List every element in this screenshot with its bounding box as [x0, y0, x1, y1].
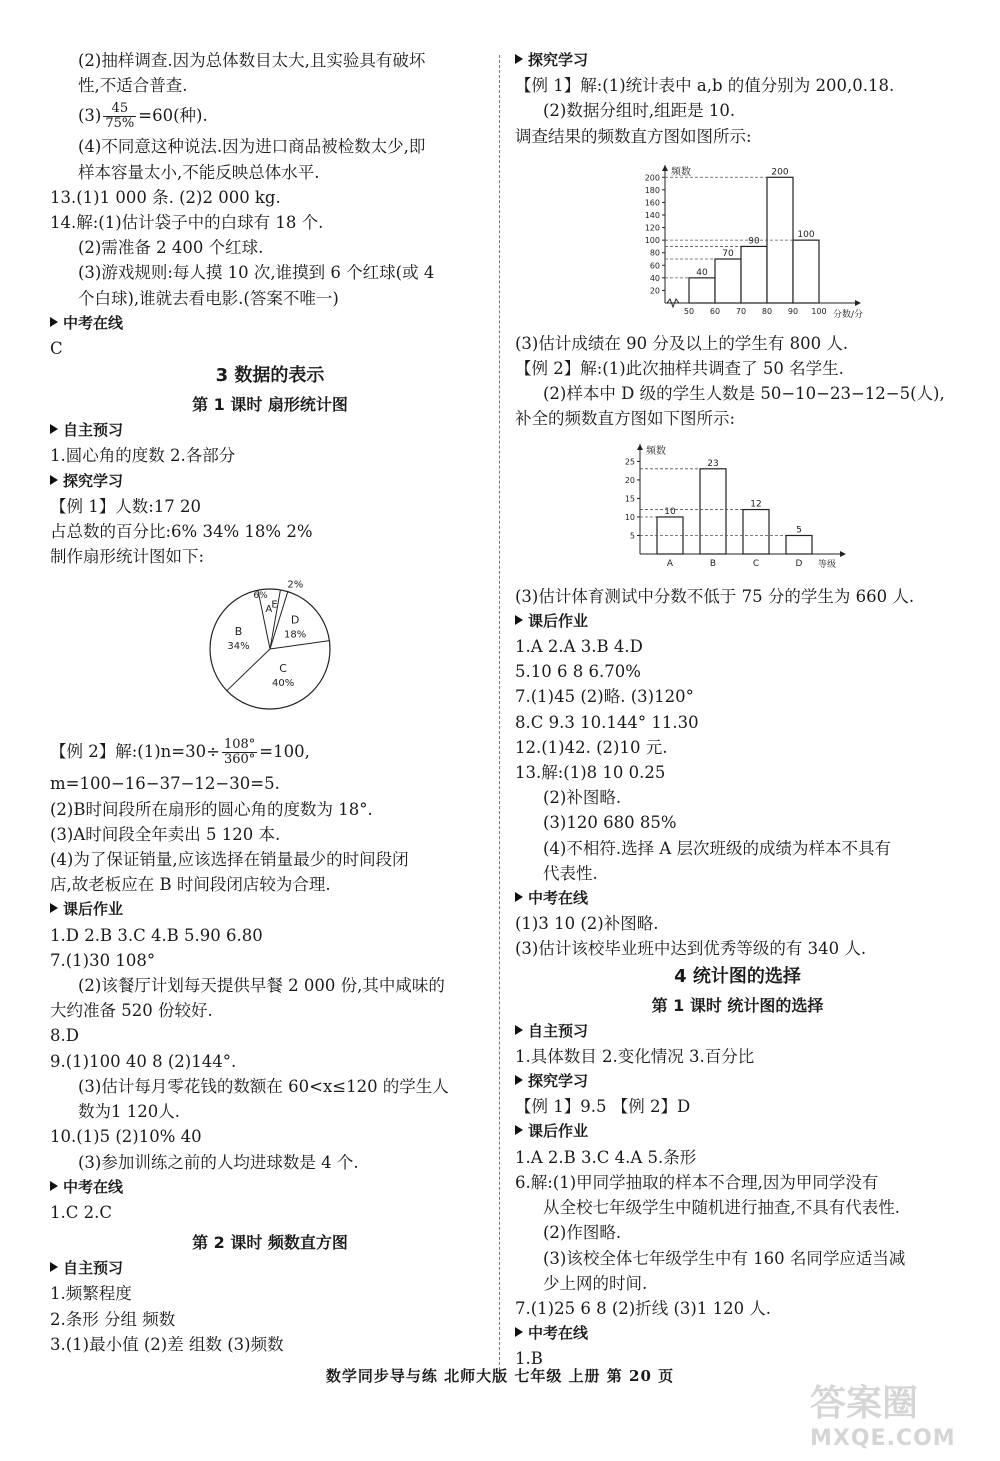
text-line: 13.(1)1 000 条. (2)2 000 kg. — [50, 187, 281, 207]
text-line: 7.(1)25 6 8 (2)折线 (3)1 120 人. — [515, 1298, 772, 1318]
y-tick-label: 180 — [644, 185, 660, 195]
text-line: 14.解:(1)估计袋子中的白球有 18 个. — [50, 213, 324, 233]
section-heading — [515, 1019, 960, 1044]
text-line: 1.B — [515, 1349, 543, 1369]
section-heading — [515, 609, 960, 634]
bar-value-label: 23 — [707, 458, 719, 469]
section-heading-label: 中考在线 — [528, 889, 589, 908]
y-tick-label: 160 — [644, 198, 660, 208]
text-line: 8.D — [50, 1026, 79, 1046]
page-footer: 数学同步导与练 北师大版 七年级 上册 第 20 页 — [325, 1367, 675, 1385]
chapter-title: 4 统计图的选择 — [674, 965, 801, 987]
pie-slice-boundary — [227, 649, 270, 691]
text-line: 1.A 2.A 3.B 4.D — [515, 637, 643, 657]
y-tick-label: 25 — [624, 457, 635, 467]
y-tick-label: 40 — [649, 273, 660, 283]
text-line: (2)抽样调查.因为总体数目太大,且实验具有破坏 — [78, 51, 426, 70]
triangle-bullet-icon — [50, 1262, 58, 1272]
text-line: 少上网的时间. — [543, 1273, 648, 1293]
section-heading-label: 自主预习 — [63, 1259, 124, 1278]
triangle-bullet-icon — [50, 317, 58, 327]
text-line: (3)估计该校毕业班中达到优秀等级的有 340 人. — [515, 939, 867, 959]
bar-value-label: 40 — [696, 267, 708, 278]
pie-slice-label: C — [279, 662, 287, 676]
x-axis-arrow — [840, 551, 846, 557]
fraction-denominator: 360° — [223, 752, 256, 768]
pie-percent-label: 2% — [287, 580, 304, 592]
triangle-bullet-icon — [515, 54, 523, 64]
text-line — [50, 98, 490, 134]
text-line: 样本容量太小,不能反映总体水平. — [78, 162, 320, 182]
text-line: (3)估计体育测试中分数不低于 75 分的学生为 660 人. — [515, 586, 915, 606]
pie-percent-label: 18% — [284, 630, 307, 642]
text-line: 调查结果的频数直方图如图所示: — [515, 126, 752, 146]
section-heading-label: 中考在线 — [63, 1177, 124, 1196]
pie-slice-label: E — [271, 600, 278, 612]
fraction-denominator: 75% — [105, 116, 135, 132]
column-divider — [499, 55, 500, 1375]
pie-chart-figure — [50, 573, 490, 729]
triangle-bullet-icon — [50, 475, 58, 485]
histogram-bar — [793, 240, 819, 303]
bar-value-label: 12 — [750, 499, 762, 510]
text-line: 1.C 2.C — [50, 1202, 112, 1222]
y-axis-label: 频数 — [646, 445, 666, 457]
pie-slice-boundary — [270, 641, 329, 649]
x-tick-label: A — [666, 558, 674, 569]
text-line: (3)参加训练之前的人均进球数是 4 个. — [78, 1152, 359, 1172]
text-line: 【例 1】人数:17 20 — [50, 496, 202, 516]
text-line: (2)样本中 D 级的学生人数是 50−10−23−12−5(人), — [543, 384, 945, 404]
chapter-title: 3 数据的表示 — [215, 365, 325, 387]
x-tick-label: 100 — [811, 306, 827, 316]
text-line: (4)不相符.选择 A 层次班级的成绩为样本不具有 — [543, 838, 892, 858]
section-heading-label: 探究学习 — [528, 1072, 589, 1091]
text-line: (3)A时间段全年卖出 5 120 本. — [50, 824, 281, 844]
section-heading-label: 中考在线 — [528, 1324, 589, 1343]
section-heading-label: 自主预习 — [63, 421, 124, 440]
text-span: (3) — [78, 106, 102, 126]
x-tick-label: C — [752, 558, 760, 569]
text-line: 制作扇形统计图如下: — [50, 547, 205, 567]
text-line: (3)120 680 85% — [543, 813, 677, 833]
watermark-logo — [810, 1375, 960, 1451]
text-line: 2.条形 分组 频数 — [50, 1309, 176, 1329]
y-axis-arrow — [637, 444, 643, 450]
text-line: 从全校七年级学生中随机进行抽查,不具有代表性. — [543, 1198, 900, 1218]
bar-value-label: 10 — [664, 506, 676, 517]
text-line — [50, 733, 490, 771]
y-tick-label: 60 — [649, 261, 660, 271]
x-axis-arrow — [855, 300, 861, 306]
section-heading-label: 中考在线 — [63, 313, 124, 332]
section-heading-label: 课后作业 — [528, 611, 589, 630]
text-span: 【例 2】解:(1)n=30÷ — [50, 742, 220, 762]
lesson-title: 第 1 课时 统计图的选择 — [651, 995, 824, 1015]
text-line: 【例 1】解:(1)统计表中 a,b 的值分别为 200,0.18. — [515, 76, 895, 96]
y-tick-label: 5 — [629, 531, 635, 541]
section-heading-label: 课后作业 — [528, 1122, 589, 1141]
y-tick-label: 20 — [649, 286, 660, 296]
triangle-bullet-icon — [515, 1327, 523, 1337]
watermark-line1: 答案圈 — [810, 1383, 919, 1424]
histogram-bar — [786, 535, 812, 554]
triangle-bullet-icon — [515, 892, 523, 902]
pie-percent-label: 40% — [272, 678, 295, 690]
histogram-1-figure — [515, 153, 960, 327]
section-heading — [50, 897, 490, 922]
text-line: C — [50, 339, 63, 359]
y-tick-label: 10 — [624, 512, 635, 522]
text-line: 大约准备 520 份较好. — [50, 1001, 213, 1021]
y-tick-label: 120 — [644, 223, 660, 233]
text-line: (4)为了保证销量,应该选择在销量最少的时间段闭 — [50, 850, 409, 870]
lesson-title: 第 1 课时 扇形统计图 — [192, 395, 348, 415]
text-line: (3)估计成绩在 90 分及以上的学生有 800 人. — [515, 333, 849, 353]
x-tick-label: 50 — [683, 306, 695, 316]
text-line: 【例 2】解:(1)此次抽样共调查了 50 名学生. — [515, 359, 844, 379]
watermark-line2: MXQE.COM — [810, 1426, 956, 1451]
y-axis-label: 频数 — [671, 166, 691, 178]
section-heading — [515, 886, 960, 911]
text-line: 1.具体数目 2.变化情况 3.百分比 — [515, 1046, 755, 1066]
x-tick-label: 60 — [709, 306, 721, 316]
triangle-bullet-icon — [50, 424, 58, 434]
x-tick-label: 80 — [761, 306, 773, 316]
text-line: (2)该餐厅计划每天提供早餐 2 000 份,其中咸味的 — [78, 976, 445, 996]
text-line: 7.(1)45 (2)略. (3)120° — [515, 687, 694, 707]
y-axis-arrow — [662, 165, 668, 171]
section-heading-label: 课后作业 — [63, 900, 124, 919]
fraction-numerator: 108° — [223, 737, 256, 753]
text-line: (3)该校全体七年级学生中有 160 名同学应适当减 — [543, 1248, 906, 1268]
triangle-bullet-icon — [50, 1181, 58, 1191]
section-heading — [515, 1321, 960, 1346]
bar-value-label: 100 — [797, 229, 815, 240]
fraction — [222, 738, 257, 767]
histogram-bar — [700, 468, 726, 553]
text-line: 7.(1)30 108° — [50, 950, 156, 970]
histogram-bar — [741, 246, 767, 303]
text-line: 店,故老板应在 B 时间段闭店较为合理. — [50, 875, 331, 895]
section-heading-label: 探究学习 — [528, 51, 589, 69]
section-heading — [50, 311, 490, 336]
text-line: (2)需准备 2 400 个红球. — [78, 238, 264, 258]
x-tick-label: 70 — [735, 306, 747, 316]
fraction-numerator: 45 — [103, 102, 136, 117]
text-span: =60(种). — [138, 106, 208, 126]
text-line: 占总数的百分比:6% 34% 18% 2% — [50, 522, 313, 542]
text-line: 数为1 120人. — [78, 1102, 180, 1122]
histogram-2-figure — [515, 436, 960, 580]
text-line: (2)作图略. — [543, 1223, 622, 1243]
text-line: (2)补图略. — [543, 788, 622, 808]
text-line: (2)数据分组时,组距是 10. — [543, 101, 736, 121]
x-axis-label: 分数/分 — [833, 309, 864, 320]
text-line: 代表性. — [543, 863, 598, 883]
pie-chart — [50, 573, 490, 725]
lesson-title: 第 2 课时 频数直方图 — [192, 1233, 348, 1253]
text-line: 6.解:(1)甲同学抽取的样本不合理,因为甲同学没有 — [515, 1172, 879, 1192]
bar-value-label: 5 — [796, 525, 802, 536]
text-line: 1.频繁程度 — [50, 1284, 132, 1304]
x-tick-label: 90 — [787, 306, 799, 316]
text-line: 12.(1)42. (2)10 元. — [515, 737, 668, 757]
section-heading-label: 自主预习 — [528, 1021, 589, 1040]
histogram-bar — [743, 509, 769, 553]
y-tick-label: 100 — [644, 235, 660, 245]
text-line: (2)B时间段所在扇形的圆心角的度数为 18°. — [50, 799, 373, 819]
text-line: (4)不同意这种说法.因为进口商品被检数太少,即 — [78, 137, 426, 157]
pie-slice-label: A — [265, 604, 273, 616]
section-heading — [50, 469, 490, 494]
bar-value-label: 200 — [771, 167, 789, 178]
section-heading — [50, 1175, 490, 1200]
text-line: 9.(1)100 40 8 (2)144°. — [50, 1051, 237, 1071]
text-line: (3)游戏规则:每人摸 10 次,谁摸到 6 个红球(或 4 — [78, 263, 435, 283]
text-line: 【例 1】9.5 【例 2】D — [515, 1097, 691, 1117]
text-line: 补全的频数直方图如下图所示: — [515, 409, 736, 429]
text-line: 1.圆心角的度数 2.各部分 — [50, 446, 236, 466]
section-heading-label: 探究学习 — [63, 471, 124, 490]
text-span: =100, — [259, 742, 310, 762]
histogram-bar — [689, 278, 715, 303]
y-tick-label: 15 — [624, 494, 635, 504]
pie-slice-label: D — [290, 614, 300, 628]
triangle-bullet-icon — [515, 1075, 523, 1085]
text-line: 1.D 2.B 3.C 4.B 5.90 6.80 — [50, 925, 263, 945]
y-tick-label: 20 — [624, 475, 635, 485]
text-line: 5.10 6 8 6.70% — [515, 662, 641, 682]
fraction — [103, 102, 136, 131]
text-line: 个白球),谁就去看电影.(答案不唯一) — [78, 288, 339, 308]
histogram-1 — [515, 153, 960, 323]
text-line: 8.C 9.3 10.144° 11.30 — [515, 712, 699, 732]
triangle-bullet-icon — [515, 1125, 523, 1135]
histogram-2 — [515, 436, 960, 576]
bar-value-label: 90 — [748, 236, 760, 247]
text-line: 3.(1)最小值 (2)差 组数 (3)频数 — [50, 1334, 284, 1354]
right-column — [515, 48, 960, 1372]
pie-percent-label: 34% — [227, 641, 250, 653]
bar-value-label: 70 — [722, 248, 734, 259]
y-tick-label: 80 — [649, 248, 660, 258]
text-line: 10.(1)5 (2)10% 40 — [50, 1127, 202, 1147]
x-axis-label: 等级 — [818, 559, 837, 570]
triangle-bullet-icon — [50, 903, 58, 913]
text-line: 性,不适合普查. — [78, 76, 188, 96]
left-column — [50, 48, 490, 1357]
section-heading — [515, 1119, 960, 1144]
y-tick-label: 140 — [644, 210, 660, 220]
triangle-bullet-icon — [515, 1025, 523, 1035]
pie-slice-label: B — [234, 625, 243, 639]
histogram-bar — [715, 259, 741, 303]
section-heading — [515, 48, 960, 73]
text-line: (1)3 10 (2)补图略. — [515, 914, 659, 934]
text-line: 1.A 2.B 3.C 4.A 5.条形 — [515, 1147, 697, 1167]
text-line: (3)估计每月零花钱的数额在 60<x≤120 的学生人 — [78, 1076, 449, 1096]
section-heading — [50, 418, 490, 443]
pie-percent-label: 6% — [253, 591, 268, 602]
text-line: m=100−16−37−12−30=5. — [50, 774, 280, 794]
section-heading — [515, 1069, 960, 1094]
triangle-bullet-icon — [515, 615, 523, 625]
x-tick-label: D — [795, 558, 803, 569]
y-tick-label: 200 — [644, 173, 660, 183]
text-line: 13.解:(1)8 10 0.25 — [515, 763, 666, 783]
section-heading — [50, 1256, 490, 1281]
x-tick-label: B — [709, 558, 717, 569]
